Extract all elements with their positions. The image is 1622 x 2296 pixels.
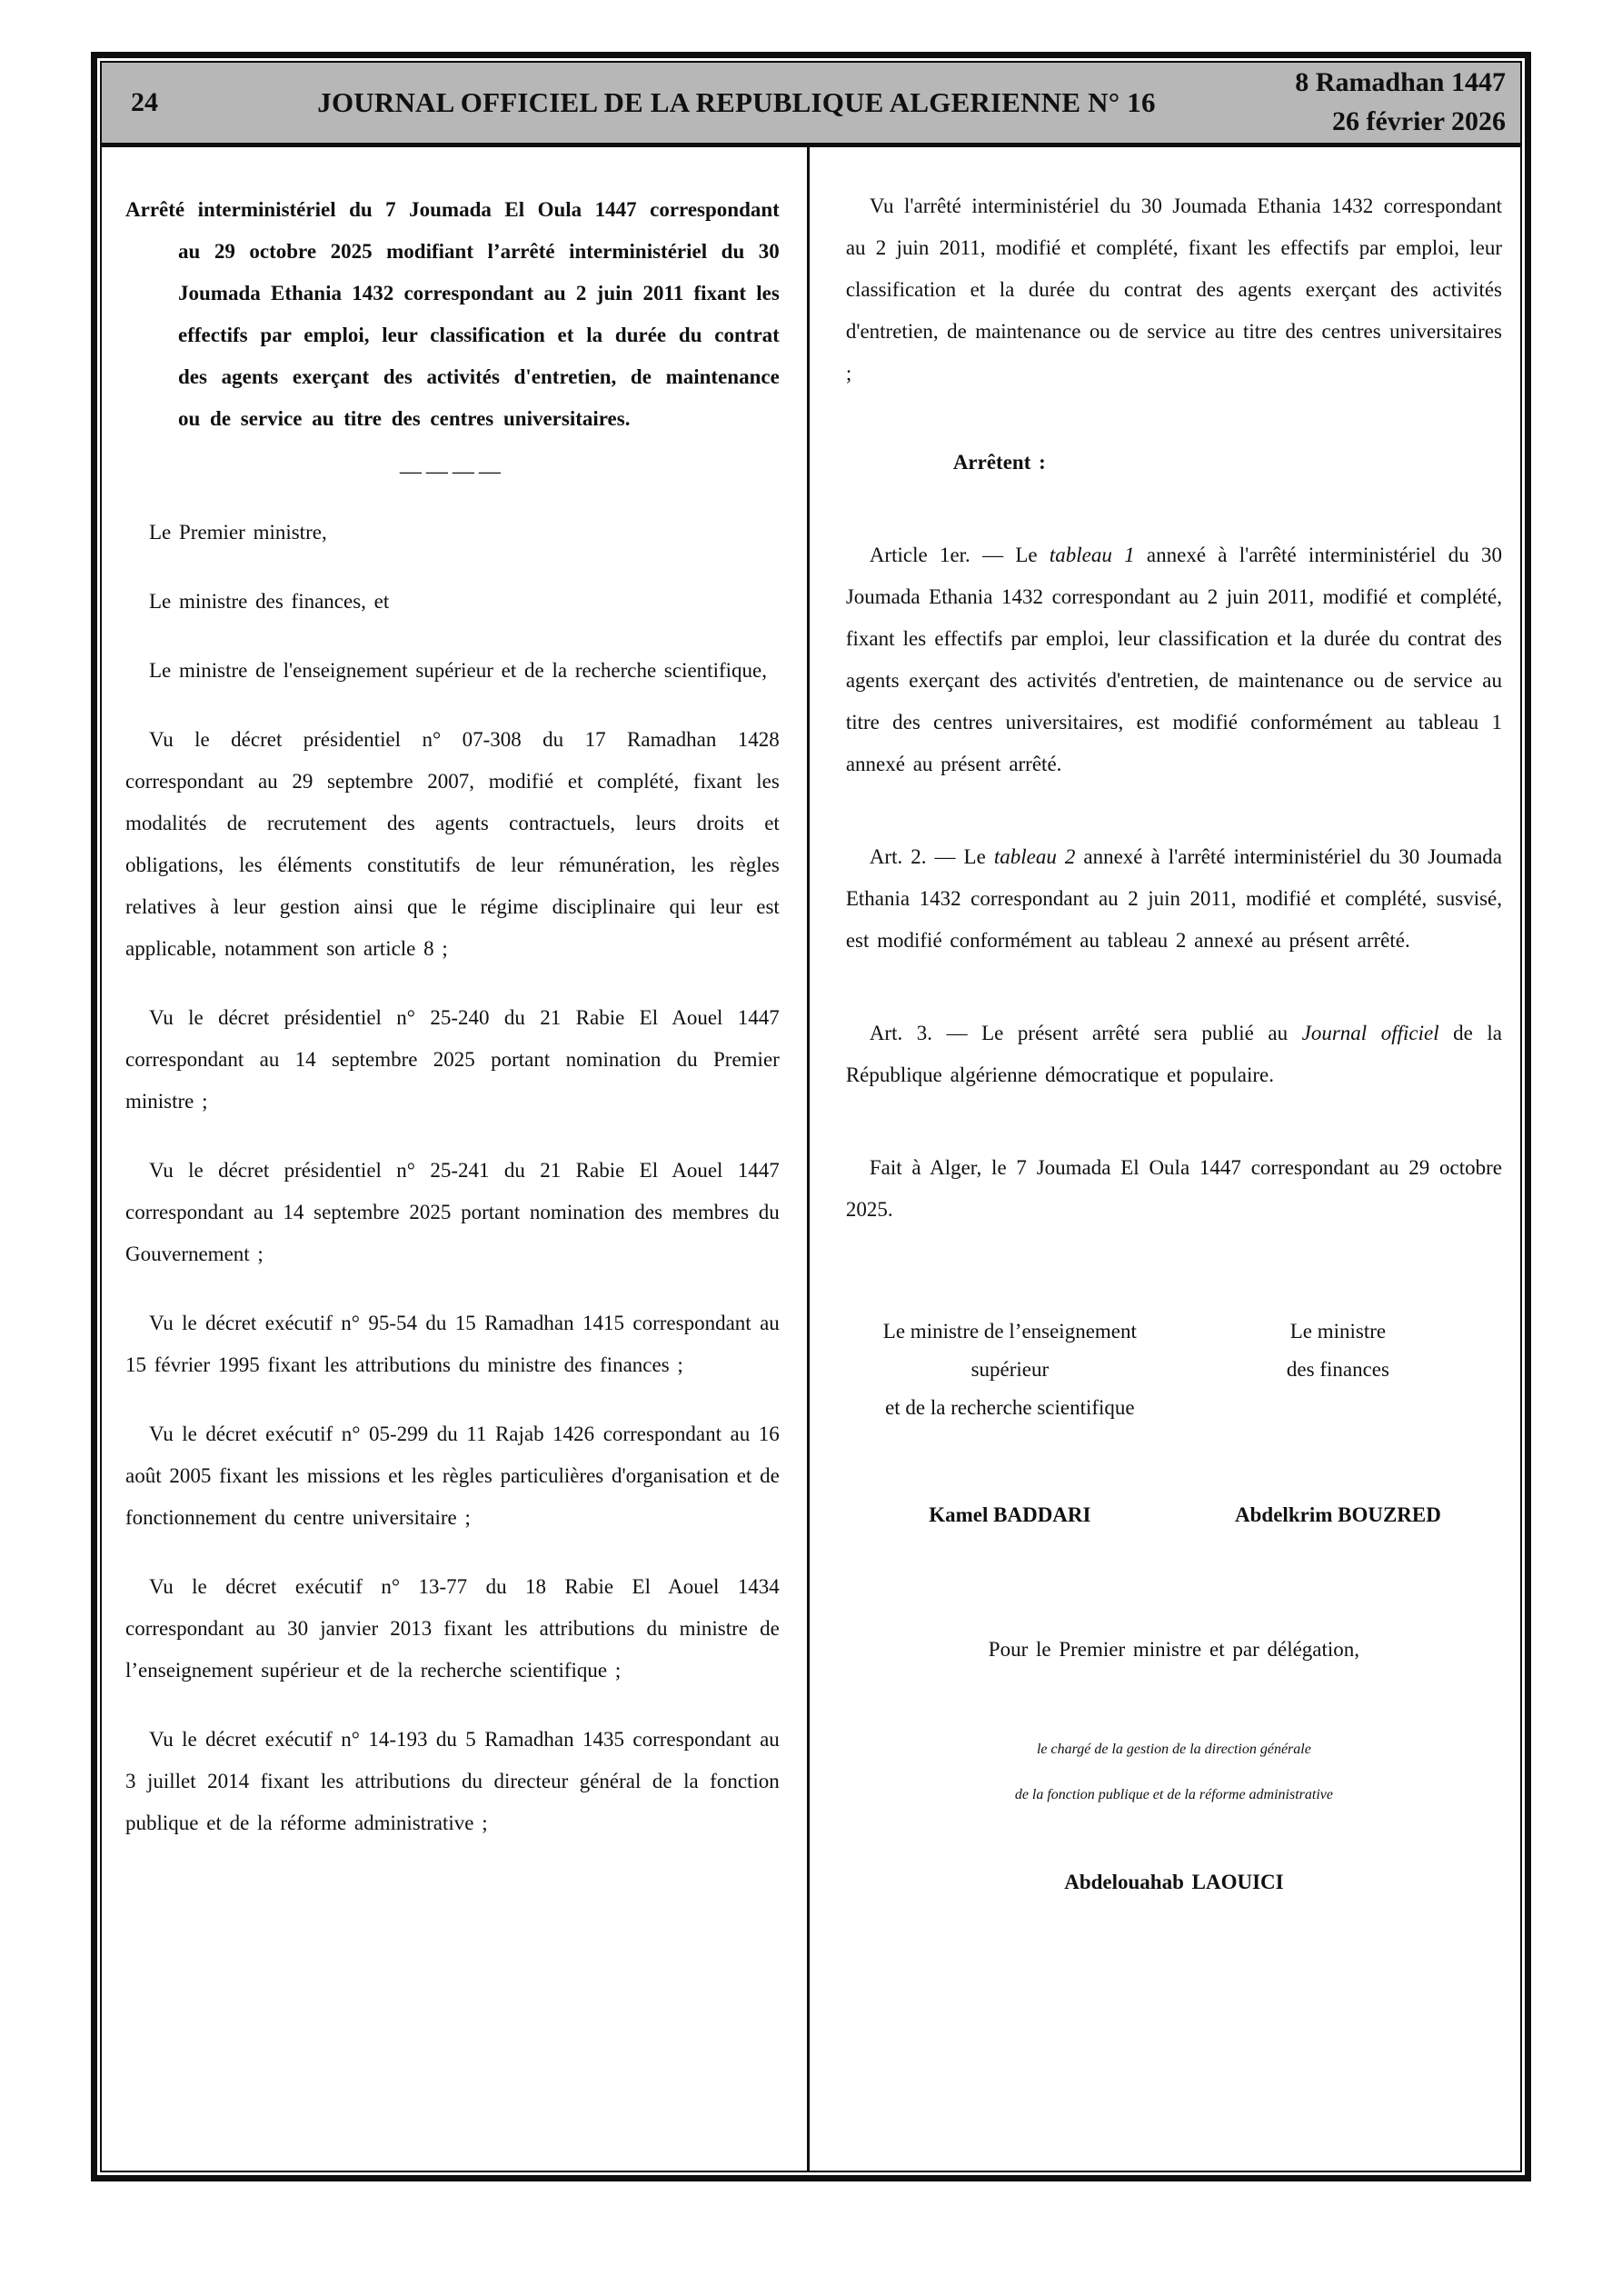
paragraph: Le ministre de l'enseignement supérieur et de la recherche scientifique, (149, 659, 767, 682)
article-3 (846, 1013, 1502, 1096)
paragraph-vu: Vu le décret exécutif n° 05-299 du 11 Rajab 1426 correspondant au 16 août 2005 fixant les missions et les règles particulières d'organisation et de fonctionnement du centre universitaire ; (125, 1423, 780, 1529)
signatory-role-left (846, 1313, 1174, 1427)
paragraph-vu: Vu le décret exécutif n° 95-54 du 15 Ramadhan 1415 correspondant au 15 février 1995 fixant les attributions du ministre des finances ; (125, 1312, 780, 1376)
journal-title: JOURNAL OFFICIEL DE LA REPUBLIQUE ALGERIENNE N° 16 (317, 86, 1156, 118)
delegation-role (846, 1727, 1502, 1818)
page-body (102, 147, 1520, 2171)
article-3-text: Art. 3. — Le présent arrêté sera publié au (869, 1022, 1302, 1044)
article-1 (846, 534, 1502, 785)
article-2-text: annexé à l'arrêté interministériel du 30 Joumada Ethania 1432 correspondant au 2 juin 2011, modifié et complété, susvisé, est modifié conformément au tableau 2 annexé au présent arrêté. (845, 845, 1502, 952)
signatory-role-right-line: Le ministre (1289, 1320, 1387, 1343)
signatory-role-left-line: Le ministre de l’enseignement (882, 1320, 1137, 1343)
paragraph: Le ministre des finances, et (149, 590, 390, 613)
article-2-text: Art. 2. — Le (869, 845, 994, 868)
article-1-italic: tableau 1 (1049, 544, 1135, 566)
delegation-intro: Pour le Premier ministre et par délégation, (988, 1638, 1360, 1661)
paragraph-vu: Vu le décret présidentiel n° 07-308 du 17 Ramadhan 1428 correspondant au 29 septembre 2007, modifié et complété, fixant les modalités de recrutement des agents contractuels, leurs droits et obligations, les éléments constitutifs de leur rémunération, les règles relatives à leur gestion ainsi que le régime disciplinaire qui leur est applicable, notamment son article 8 ; (125, 728, 780, 960)
article-2 (846, 836, 1502, 962)
signatory-role-right-line: des finances (1286, 1358, 1389, 1381)
paragraph: Le Premier ministre, (149, 521, 327, 544)
right-column (810, 147, 1520, 2171)
page-frame-inner (100, 61, 1522, 2172)
delegation-role-line: de la fonction publique et de la réforme administrative (1014, 1787, 1333, 1802)
header-band (102, 63, 1520, 147)
signatory-role-right (1174, 1313, 1502, 1427)
title-separator: ———— (399, 460, 505, 484)
paragraph-vu: Vu le décret présidentiel n° 25-240 du 21 Rabie El Aouel 1447 correspondant au 14 septembre 2025 portant nomination du Premier ministre ; (125, 1006, 780, 1113)
paragraph-vu: Vu le décret exécutif n° 13-77 du 18 Rabie El Aouel 1434 correspondant au 30 janvier 2013 fixant les attributions du ministre de l’enseignement supérieur et de la recherche scientifique ; (125, 1575, 780, 1682)
issue-dates (1259, 64, 1520, 141)
signature-names (846, 1496, 1502, 1534)
signatory-role-left-line: et de la recherche scientifique (885, 1396, 1135, 1419)
paragraph-vu: Vu l'arrêté interministériel du 30 Joumada Ethania 1432 correspondant au 2 juin 2011, modifié et complété, fixant les effectifs par emploi, leur classification et la durée du contrat des agents exerçant des activités d'entretien, de maintenance ou de service au titre des centres universitaires ; (845, 195, 1502, 384)
article-1-text: Article 1er. — Le (869, 544, 1050, 566)
paragraph-vu: Vu le décret exécutif n° 14-193 du 5 Ramadhan 1435 correspondant au 3 juillet 2014 fixant les attributions du directeur général de la fonction publique et de la réforme administrative ; (125, 1728, 780, 1834)
signature-roles (846, 1313, 1502, 1427)
date-gregorian: 26 février 2026 (1331, 106, 1506, 136)
arretent-heading: Arrêtent : (952, 451, 1046, 474)
page-number: 24 (131, 87, 158, 117)
delegation-name: Abdelouahab LAOUICI (1064, 1871, 1284, 1893)
dateline: Fait à Alger, le 7 Joumada El Oula 1447 correspondant au 29 octobre 2025. (845, 1156, 1502, 1221)
signatory-name-left: Kamel BADDARI (929, 1503, 1091, 1526)
signatory-name-right: Abdelkrim BOUZRED (1235, 1503, 1441, 1526)
page-frame (91, 52, 1531, 2181)
paragraph-vu: Vu le décret présidentiel n° 25-241 du 21 Rabie El Aouel 1447 correspondant au 14 septembre 2025 portant nomination des membres du Gouvernement ; (125, 1159, 780, 1265)
delegation-role-line: le chargé de la gestion de la direction générale (1036, 1742, 1311, 1757)
left-column (102, 147, 807, 2171)
signatory-role-left-line: supérieur (970, 1358, 1050, 1381)
date-hijri: 8 Ramadhan 1447 (1295, 67, 1506, 98)
article-3-italic: Journal officiel (1301, 1022, 1439, 1044)
article-2-italic: tableau 2 (993, 845, 1076, 868)
article-1-text: annexé à l'arrêté interministériel du 30 Joumada Ethania 1432 correspondant au 2 juin 2011, modifié et complété, fixant les effectifs par emploi, leur classification et la durée du contrat des agents exerçant des activités d'entretien, de maintenance ou de service au titre des centres universitaires, est modifié conformément au tableau 1 annexé au présent arrêté. (845, 544, 1502, 775)
article-3-text: de la République algérienne démocratique et populaire. (845, 1022, 1502, 1086)
decree-title: Arrêté interministériel du 7 Joumada El Oula 1447 correspondant au 29 octobre 2025 modifiant l’arrêté interministériel du 30 Joumada Ethania 1432 correspondant au 2 juin 2011 fixant les effectifs par emploi, leur classification et la durée du contrat des agents exerçant des activités d'entretien, de maintenance ou de service au titre des centres universitaires. (125, 198, 780, 430)
